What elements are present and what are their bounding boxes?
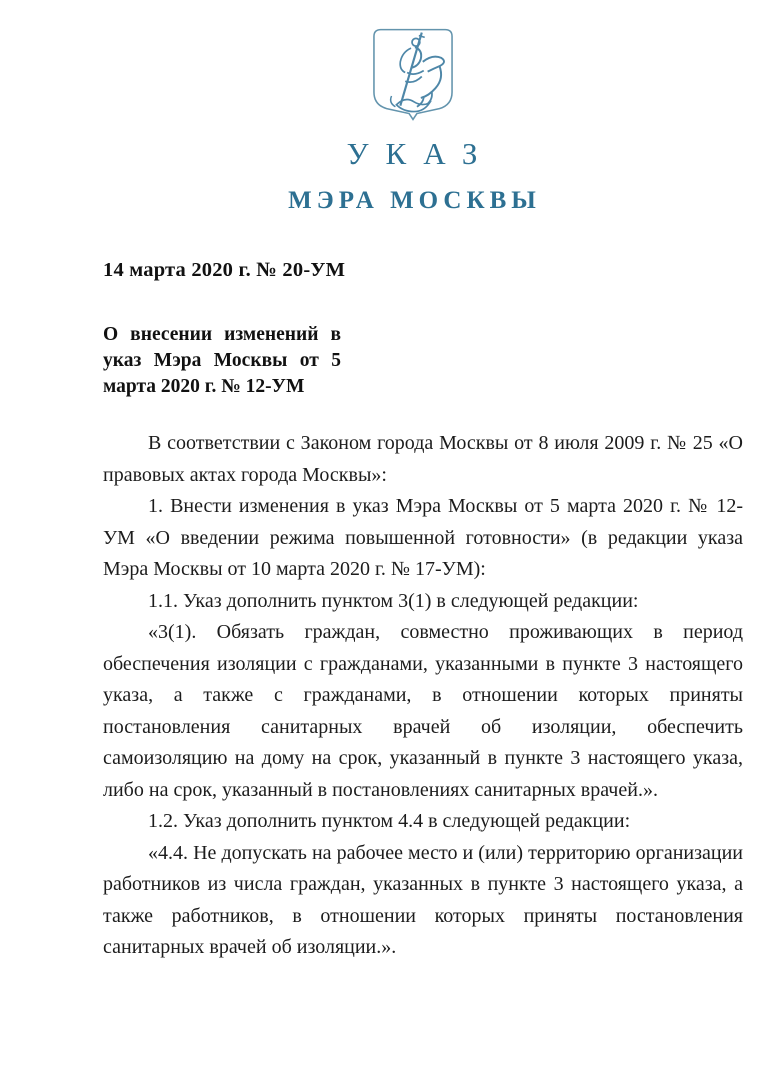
body-paragraph: «4.4. Не допускать на рабочее место и (или) территорию организации работников из числа граждан, указанных в пункте 3 настоящего указа, а также работников, в отношении которых приняты постановления санитарных врачей об изоляции.». [103,841,743,958]
decree-subtitle: МЭРА МОСКВЫ [288,187,541,214]
body-paragraph: В соответствии с Законом города Москвы от 8 июля 2009 г. № 25 «О правовых актах города Москвы»: [103,432,743,486]
decree-body [103,428,743,964]
decree-title: УКАЗ [346,136,495,171]
body-paragraph: 1. Внести изменения в указ Мэра Москвы от 5 марта 2020 г. № 12-УМ «О введении режима повышенной готовности» (в редакции указа Мэра Москвы от 10 марта 2020 г. № 17-УМ): [103,495,743,580]
body-paragraph: «3(1). Обязать граждан, совместно проживающих в период обеспечения изоляции с гражданами, указанными в пункте 3 настоящего указа, а также с гражданами, в отношении которых приняты постановления санитарных врачей об изоляции, обеспечить самоизоляцию на дому на срок, указанный в пункте 3 настоящего указа, либо на срок, указанный в постановлениях санитарных врачей.». [103,621,743,801]
body-paragraph: 1.1. Указ дополнить пунктом 3(1) в следующей редакции: [148,589,639,612]
decree-subject: О внесении изменений в указ Мэра Москвы от 5 марта 2020 г. № 12-УМ [103,324,341,397]
moscow-coat-of-arms-icon [372,27,454,122]
body-paragraph: 1.2. Указ дополнить пунктом 4.4 в следующей редакции: [148,810,631,832]
decree-date-number: 14 марта 2020 г. № 20-УМ [103,259,346,281]
